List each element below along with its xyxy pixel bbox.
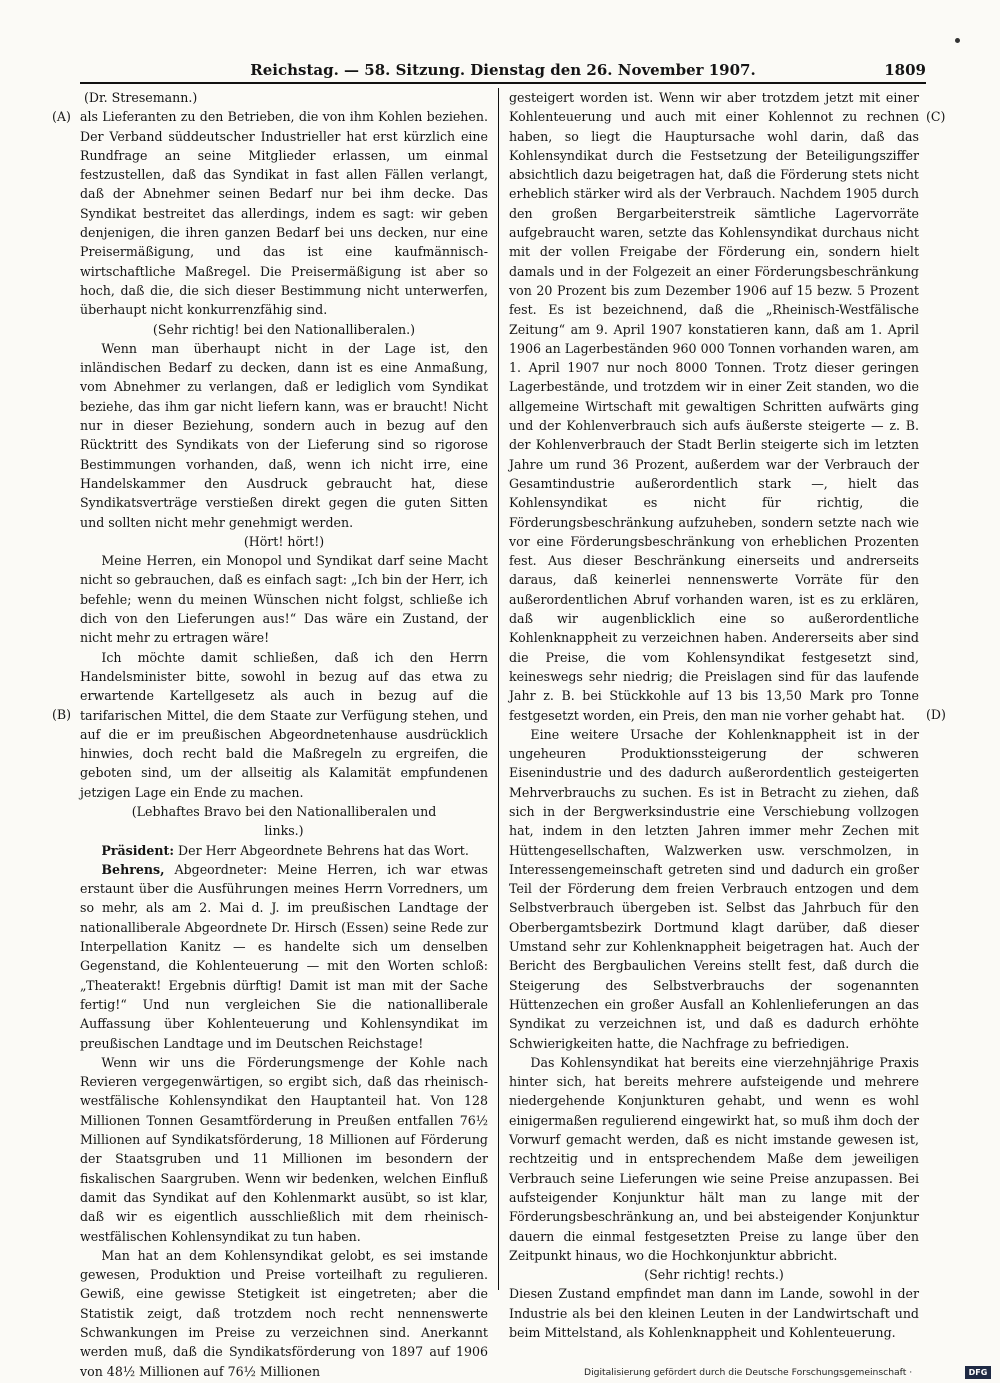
speech-text: Abgeordneter: Meine Herren, ich war etwas erstaunt über die Ausführungen meines Herrn Vorredners, um so mehr, als am 2. Mai d. J. im preußischen Landtage der nationalliberale Abgeordnete Dr. Hirsch (Essen) seine Rede zur Interpellation Kanitz — es handelte sich um denselben Gegenstand, die Kohlenteuerung — mit den Worten schloß: „Theaterakt! Ergebnis dürftig! Damit ist man mit der Sache fertig!“ Und nun vergleichen Sie die nationalliberale Auffassung über Kohlenteuerung und Kohlensyndikat im preußischen Landtage und im Deutschen Reichstage! (80, 861, 488, 1051)
behrens-paragraph (80, 860, 488, 1053)
header-rule (80, 82, 926, 84)
margin-label-c: (C) (926, 109, 946, 124)
paragraph: Wenn wir uns die Förderungsmenge der Kohle nach Revieren vergegenwärtigen, so ergibt sich, daß das rheinisch-westfälische Kohlensyndikat den Hauptanteil hat. Von 128 Millionen Tonnen Gesamtförderung in Preußen entfallen 76½ Millionen auf Syndikatsförderung, 18 Millionen auf Förderung der Staatsgruben und 11 Millionen im besondern der fiskalischen Saargruben. Wenn wir bedenken, welchen Einfluß damit das Syndikat auf den Kohlenmarkt ausübt, so ist klar, daß wir es eigentlich ausschließlich mit dem rheinisch-westfälischen Kohlensyndikat zu tun haben. (80, 1054, 488, 1244)
digitization-note: Digitalisierung gefördert durch die Deutsche Forschungsgemeinschaft · (584, 1367, 913, 1378)
paragraph: Man hat an dem Kohlensyndikat gelobt, es sei imstande gewesen, Produktion und Preise vorteilhaft zu regulieren. Gewiß, eine gewisse Stetigkeit ist eingetreten; aber die Statistik zeigt, daß trotzdem noch recht nennenswerte Schwankungen im Preise zu verzeichnen sind. Anerkannt werden muß, daß die Syndikatsförderung von 1897 auf 1906 von 48½ Millionen auf 76½ Millionen (80, 1247, 488, 1379)
paragraph: Ich möchte damit schließen, daß ich den Herrn Handelsminister bitte, sowohl in bezug auf das etwa zu erwartende Kartellgesetz als auch in bezug auf die tarifarischen Mittel, die dem Staate zur Verfügung stehen, und auf die er im preußischen Abgeordnetenhause ausdrücklich hinwies, doch recht bald die Maßregeln zu ergreifen, die geboten sind, um der allseitig als Kalamität empfundenen jetzigen Lage ein Ende zu machen. (80, 649, 488, 800)
speaker-reference: (Dr. Stresemann.) (84, 90, 198, 105)
president-paragraph (80, 841, 488, 860)
speaker-name: Präsident: (101, 842, 174, 858)
dfg-logo: DFG (965, 1366, 991, 1379)
margin-label-d: (D) (926, 707, 946, 722)
margin-label-b: (B) (52, 707, 72, 722)
interjection: (Hört! hört!) (243, 533, 325, 549)
interjection: (Lebhaftes Bravo bei den Nationalliberalen und links.) (131, 803, 437, 839)
page-dot (955, 38, 960, 43)
paragraph: Wenn man überhaupt nicht in der Lage ist, den inländischen Bedarf zu decken, dann ist es eine Anmaßung, vom Abnehmer zu verlangen, daß er lediglich vom Syndikat beziehe, das ihm gar nicht liefern kann, was er braucht! Nicht nur in dieser Beziehung, sondern auch in bezug auf den Rücktritt des Syndikats von der Lieferung sind so rigorose Bestimmungen vorhanden, daß, wenn ich nicht irre, eine Handelskammer den Ausdruck gebraucht hat, diese Syndikatsverträge verstießen direkt gegen die guten Sitten und sollten nicht mehr genehmigt werden. (80, 340, 488, 530)
paragraph: Das Kohlensyndikat hat bereits eine vierzehnjährige Praxis hinter sich, hat bereits mehrere aufsteigende und mehrere niedergehende Konjunkturen gehabt, und wenn es wohl einigermaßen regulierend eingewirkt hat, so muß ihm doch der Vorwurf gemacht werden, daß es nicht imstande gewesen ist, rechtzeitig und in entsprechendem Maße dem jeweiligen Verbrauch seine Lieferungen wie seine Preise anzupassen. Bei aufsteigender Konjunktur hält man zu lange mit der Förderungsbeschränkung an, und bei absteigender Konjunktur dauern die einmal festgesetzten Preise zu lange über den Zeitpunkt hinaus, wo die Hochkonjunktur abbricht. (509, 1054, 919, 1263)
speech-text: Der Herr Abgeordnete Behrens hat das Wort. (178, 842, 469, 858)
paragraph: als Lieferanten zu den Betrieben, die von ihm Kohlen beziehen. Der Verband süddeutscher Industrieller hat erst kürzlich eine Rundfrage an seine Mitglieder erlassen, um einmal festzustellen, daß das Syndikat in fast allen Fällen verlangt, daß der Abnehmer seinen Bedarf nur bei ihm decke. Das Syndikat bestreitet das allerdings, indem es sagt: wir geben denjenigen, die ihren ganzen Bedarf bei uns decken, nur eine Preisermäßigung, und das ist eine kaufmännisch-wirtschaftliche Maßregel. Die Preisermäßigung ist aber so hoch, daß die, die sich dieser Bestimmung nicht unterwerfen, überhaupt nicht konkurrenzfähig sind. (80, 109, 488, 318)
paragraph: Meine Herren, ein Monopol und Syndikat darf seine Macht nicht so gebrauchen, daß es einfach sagt: „Ich bin der Herr, ich befehle; wenn du meinen Wünschen nicht folgst, schließe ich dich von den Lieferungen aus!“ Das wäre ein Zustand, der nicht mehr zu ertragen wäre! (80, 553, 488, 646)
page-header (80, 58, 926, 82)
paragraph: Eine weitere Ursache der Kohlenknappheit ist in der ungeheuren Produktionssteigerung der schweren Eisenindustrie und des dadurch außerordentlich gesteigerten Mehrverbrauchs zu suchen. Es ist in Betracht zu ziehen, daß sich in der Bergwerksindustrie eine Verschiebung vollzogen hat, indem in den letzten Jahren immer mehr Zechen mit Hüttengesellschaften, Walzwerken usw. verschmolzen, in Interessengemeinschaft getreten sind und dadurch ein großer Teil der Förderung dem freien Verbrauch entzogen und dem Selbstverbrauch übergeben ist. Selbst das Jahrbuch für den Oberbergamtsbezirk Dortmund klagt darüber, daß dieser Umstand sehr zur Kohlenknappheit beigetragen hat. Auch der Bericht des Bergbaulichen Vereins stellt fest, daß durch die Steigerung des Selbstverbrauchs der sogenannten Hüttenzechen ein großer Ausfall an Kohlenlieferungen an das Syndikat zu verzeichnen ist, und daß es dadurch erhöhte Schwierigkeiten hatte, die Nachfrage zu befriedigen. (509, 726, 919, 1051)
speaker-name: Behrens, (101, 861, 165, 877)
column-divider (498, 88, 499, 1290)
interjection: (Sehr richtig! rechts.) (644, 1267, 784, 1283)
left-column (80, 88, 488, 1381)
page-number: 1809 (884, 61, 926, 79)
interjection: (Sehr richtig! bei den Nationalliberalen.) (152, 321, 416, 337)
header-title: Reichstag. — 58. Sitzung. Dienstag den 26. November 1907. (250, 61, 756, 79)
right-column (509, 88, 919, 1342)
paragraph: Diesen Zustand empfindet man dann im Lande, sowohl in der Industrie als bei den kleinen Leuten in der Landwirtschaft und beim Mittelstand, als Kohlenknappheit und Kohlenteuerung. (509, 1286, 919, 1340)
margin-label-a: (A) (52, 109, 71, 124)
paragraph: gesteigert worden ist. Wenn wir aber trotzdem jetzt mit einer Kohlenteuerung und auch mit einer Kohlennot zu rechnen haben, so liegt die Hauptursache wohl darin, daß das Kohlensyndikat durch die Festsetzung der Beteiligungsziffer absichtlich dazu beigetragen hat, daß die Förderung stets nicht erheblich stärker wird als der Verbrauch. Nachdem 1905 durch den großen Bergarbeiterstreik sämtliche Lagervorräte aufgebraucht waren, setzte das Kohlensyndikat durchaus nicht mit der vollen Freigabe der Förderung ein, sondern hielt damals und in der Folgezeit an einer Förderungsbeschränkung von 20 Prozent bis zum Dezember 1906 auf 15 bezw. 5 Prozent fest. Es ist bezeichnend, daß die „Rheinisch-Westfälische Zeitung“ am 9. April 1907 konstatieren kann, daß am 1. April 1906 an Lagerbeständen 960 000 Tonnen vorhanden waren, am 1. April 1907 nur noch 8000 Tonnen. Trotz dieser geringen Lagerbestände, und trotzdem wir in einer Zeit standen, wo die allgemeine Wirtschaft mit gewaltigen Schritten aufwärts ging und der Kohlenverbrauch sich aufs äußerste steigerte — z. B. der Kohlenverbrauch der Stadt Berlin steigerte sich im letzten Jahre um rund 36 Prozent, außerdem war der Verbrauch der Gesamtindustrie außerordentlich stark —, hielt das Kohlensyndikat es nicht für richtig, die Förderungsbeschränkung aufzuheben, sondern setzte nach wie vor eine Förderungsbeschränkung von erheblichen Prozenten fest. Aus dieser Beschränkung einerseits und andrerseits daraus, daß keinerlei nennenswerte Vorräte für den außerordentlichen Abruf vorhanden waren, ist es zu erklären, daß wir augenblicklich eine so außerordentliche Kohlenknappheit zu verzeichnen haben. Andererseits aber sind die Preise, die vom Kohlensyndikat festgesetzt sind, keineswegs sehr niedrig; die Preislagen sind für das laufende Jahr z. B. bei Stückkohle auf 13 bis 13,50 Mark pro Tonne festgesetzt worden, ein Preis, den man nie vorher gehabt hat. (509, 90, 919, 723)
